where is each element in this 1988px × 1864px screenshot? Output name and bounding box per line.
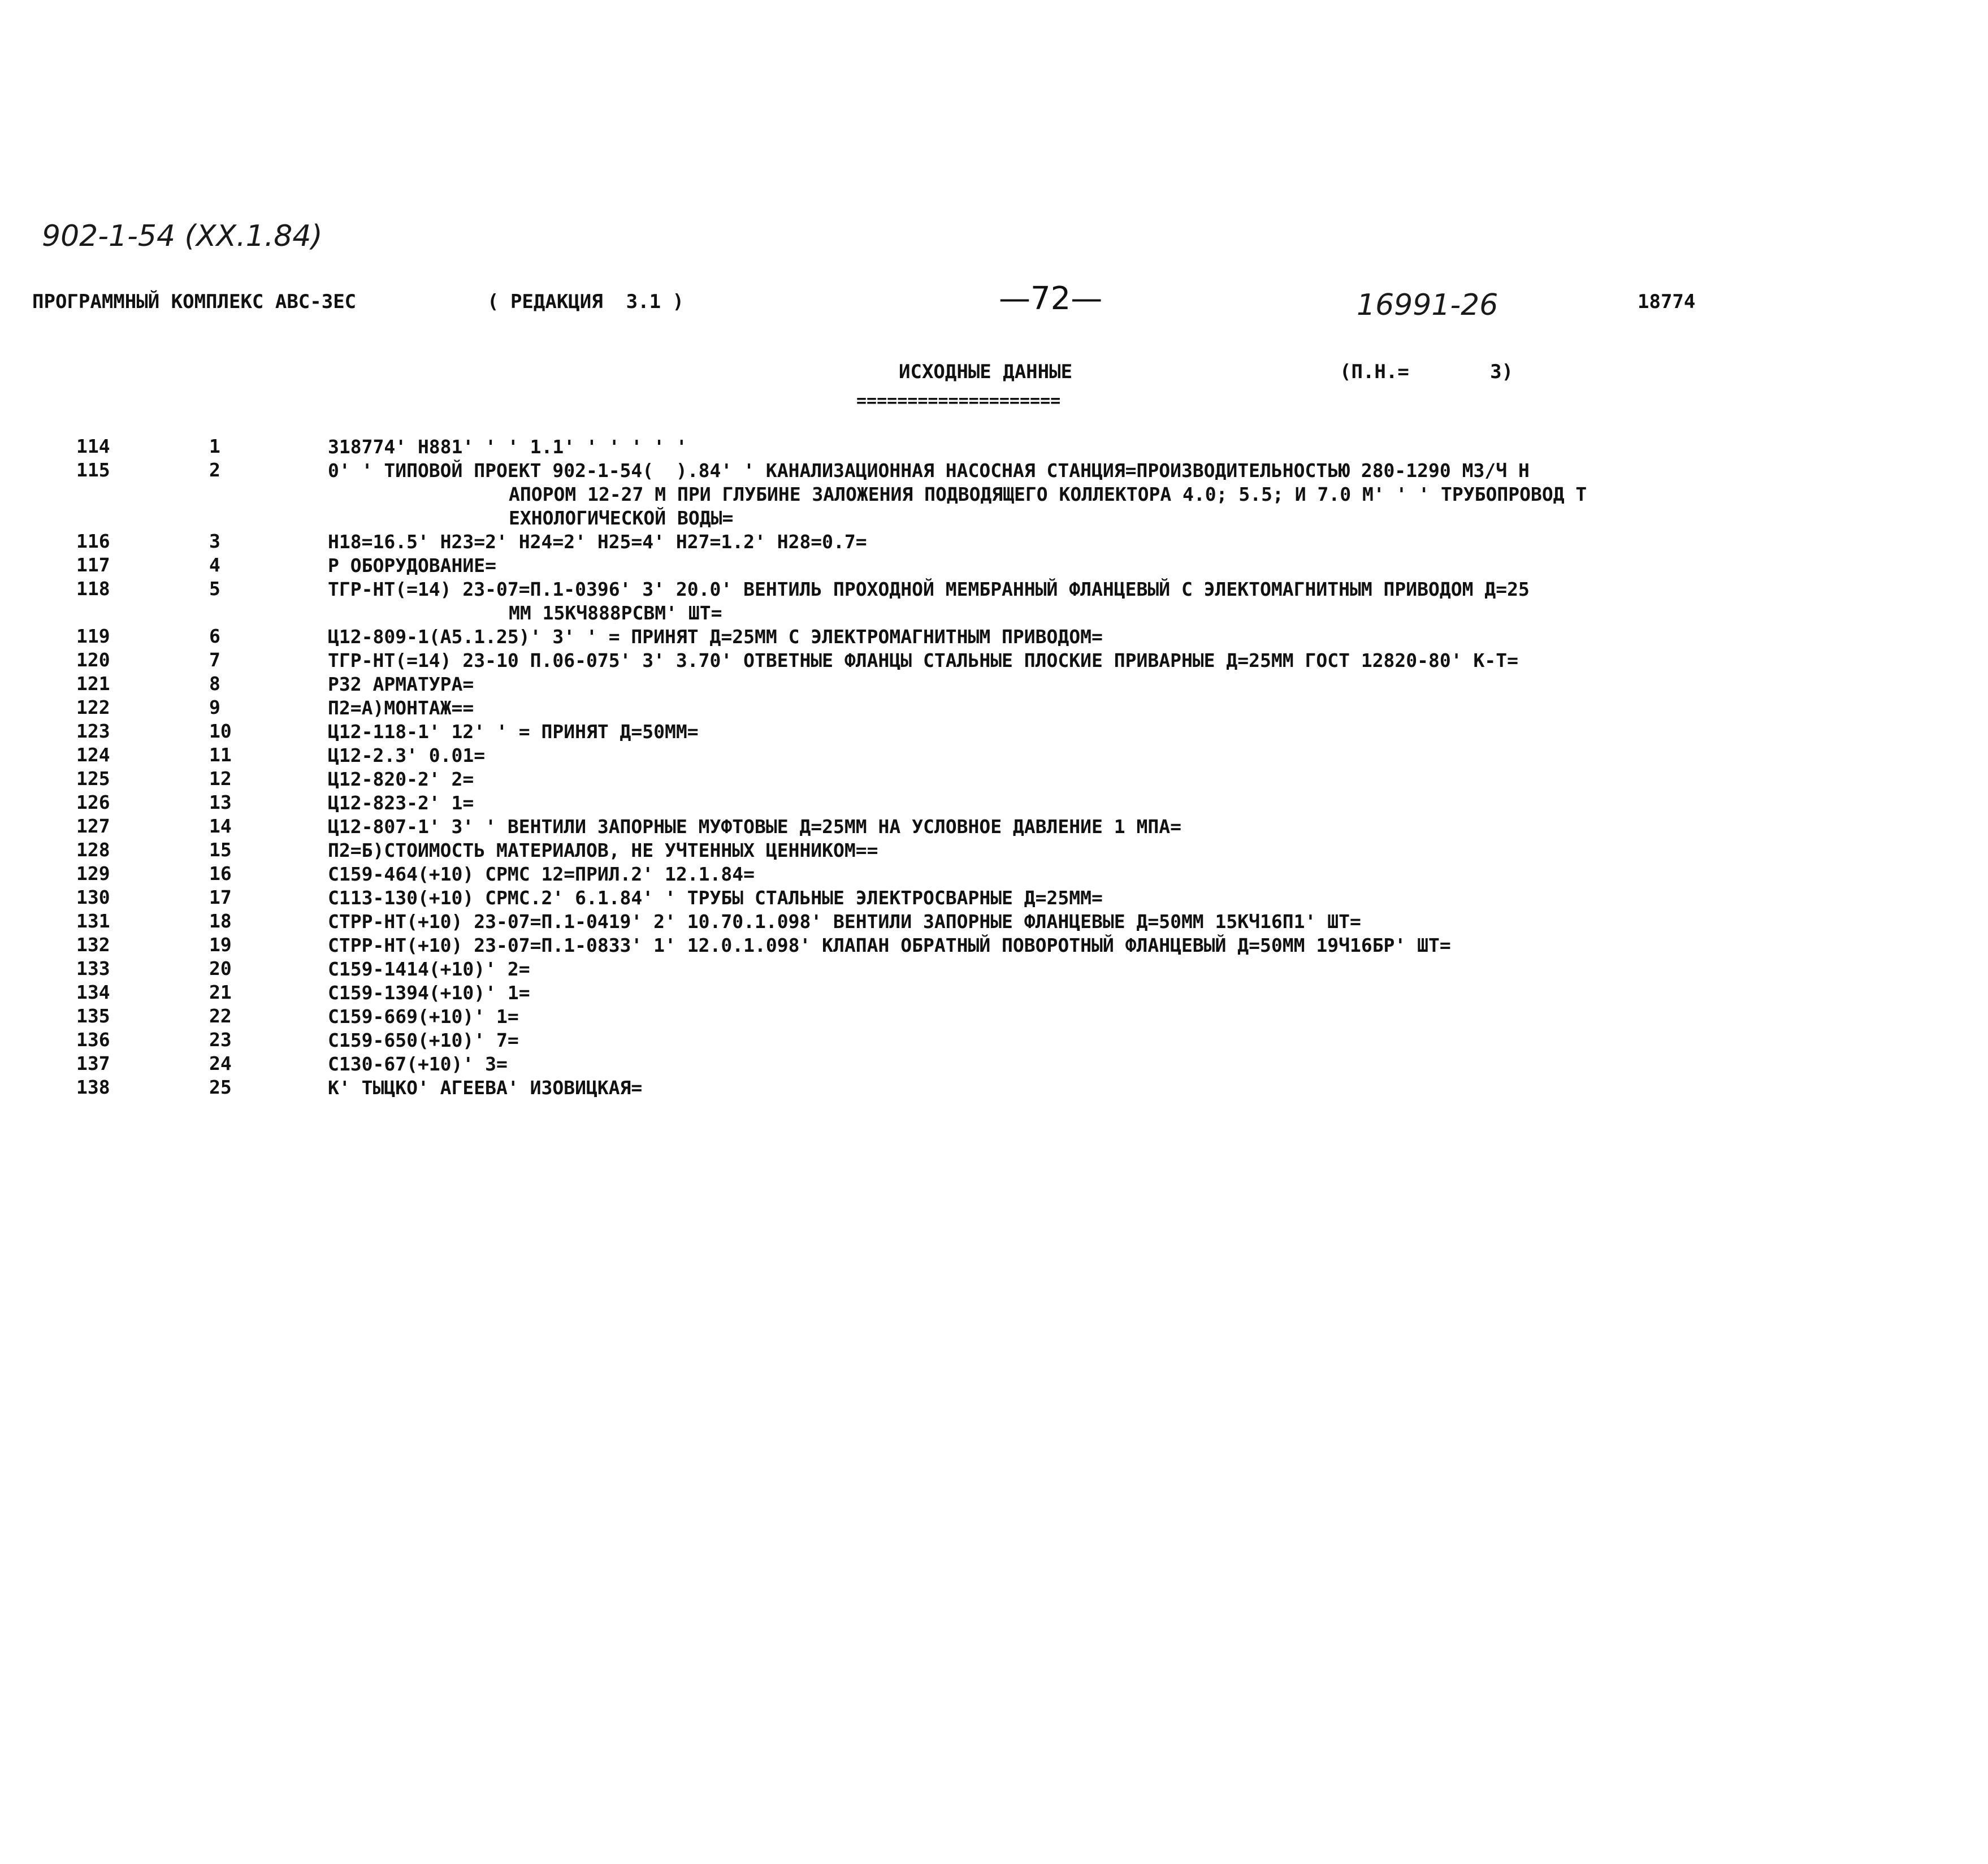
line-number: 132 [76, 934, 110, 956]
table-row [0, 459, 1988, 530]
record-number: 7 [209, 649, 220, 671]
table-row [0, 1005, 1988, 1029]
record-text [328, 554, 1944, 578]
data-listing [0, 435, 1988, 1100]
line-number: 125 [76, 768, 110, 790]
record-text-line: Ц12-809-1(А5.1.25)' 3' ' = ПРИНЯТ Д=25ММ С ЭЛЕКТРОМАГНИТНЫМ ПРИВОДОМ= [328, 626, 1103, 648]
line-number: 138 [76, 1076, 110, 1098]
line-number: 135 [76, 1005, 110, 1027]
record-text-line: Ц12-823-2' 1= [328, 792, 474, 814]
record-number: 10 [209, 720, 232, 742]
record-number: 14 [209, 815, 232, 837]
record-text-line: СТРР-НТ(+10) 23-07=П.1-0833' 1' 12.0.1.098' КЛАПАН ОБРАТНЫЙ ПОВОРОТНЫЙ ФЛАНЦЕВЫЙ Д=50ММ 19Ч16БР' ШТ= [328, 934, 1451, 956]
table-row [0, 768, 1988, 791]
program-name: ПРОГРАММНЫЙ КОМПЛЕКС АВС-ЗЕС [32, 291, 357, 313]
table-row [0, 957, 1988, 981]
record-number: 4 [209, 554, 220, 576]
record-text-continuation: ММ 15КЧ888РСВМ' ШТ= [509, 602, 722, 624]
table-row [0, 435, 1988, 459]
line-number: 136 [76, 1029, 110, 1051]
table-row [0, 981, 1988, 1005]
record-text [328, 886, 1944, 910]
record-text [328, 530, 1944, 554]
record-number: 2 [209, 459, 220, 481]
table-row [0, 554, 1988, 578]
table-row [0, 934, 1988, 957]
record-text [328, 1076, 1944, 1100]
document-code: 902-1-54 (XX.1.84) [42, 219, 323, 253]
table-row [0, 815, 1988, 839]
line-number: 124 [76, 744, 110, 766]
record-text-line: П2=А)МОНТАЖ== [328, 697, 474, 719]
record-text-line: ТГР-НТ(=14) 23-07=П.1-0396' 3' 20.0' ВЕНТИЛЬ ПРОХОДНОЙ МЕМБРАННЫЙ ФЛАНЦЕВЫЙ С ЭЛЕКТОМАГНИТНЫМ ПРИВОДОМ Д=25 [328, 578, 1530, 600]
table-row [0, 839, 1988, 862]
table-row [0, 886, 1988, 910]
table-row [0, 744, 1988, 768]
record-text-line: С113-130(+10) СРМС.2' 6.1.84' ' ТРУБЫ СТАЛЬНЫЕ ЭЛЕКТРОСВАРНЫЕ Д=25ММ= [328, 887, 1103, 909]
record-text-line: 318774' Н881' ' ' 1.1' ' ' ' ' ' [328, 436, 687, 458]
table-row [0, 696, 1988, 720]
record-text [328, 981, 1944, 1005]
record-text [328, 459, 1944, 530]
record-text [328, 649, 1944, 673]
record-number: 22 [209, 1005, 232, 1027]
page-number: —72— [999, 280, 1103, 317]
record-text [328, 1052, 1944, 1076]
record-number: 24 [209, 1052, 232, 1074]
record-text-line: Ц12-820-2' 2= [328, 768, 474, 790]
record-text-continuation: АПОРОМ 12-27 М ПРИ ГЛУБИНЕ ЗАЛОЖЕНИЯ ПОДВОДЯЩЕГО КОЛЛЕКТОРА 4.0; 5.5; И 7.0 М' ' ' ТРУБОПРОВОД Т [509, 483, 1587, 505]
line-number: 130 [76, 886, 110, 908]
section-underline: ==================== [856, 391, 1061, 411]
line-number: 116 [76, 530, 110, 552]
record-text [328, 839, 1944, 862]
record-text-line: Р32 АРМАТУРА= [328, 673, 474, 695]
line-number: 137 [76, 1052, 110, 1074]
line-number: 118 [76, 578, 110, 600]
line-number: 134 [76, 981, 110, 1003]
record-number: 17 [209, 886, 232, 908]
record-text [328, 910, 1944, 934]
record-text-line: С159-669(+10)' 1= [328, 1005, 519, 1028]
record-text-line: 0' ' ТИПОВОЙ ПРОЕКТ 902-1-54( ).84' ' КАНАЛИЗАЦИОННАЯ НАСОСНАЯ СТАНЦИЯ=ПРОИЗВОДИТЕЛЬНОСТЬЮ 280-1290 М3/Ч Н [328, 460, 1530, 482]
record-text [328, 744, 1944, 768]
record-number: 25 [209, 1076, 232, 1098]
line-number: 114 [76, 435, 110, 457]
record-text [328, 1029, 1944, 1052]
line-number: 120 [76, 649, 110, 671]
record-text-continuation: ЕХНОЛОГИЧЕСКОЙ ВОДЫ= [509, 507, 734, 529]
line-number: 128 [76, 839, 110, 861]
record-text-line: С159-1414(+10)' 2= [328, 958, 530, 980]
record-text [328, 578, 1944, 625]
record-number: 18 [209, 910, 232, 932]
record-text-line: П2=Б)СТОИМОСТЬ МАТЕРИАЛОВ, НЕ УЧТЕННЫХ ЦЕННИКОМ== [328, 839, 878, 861]
line-number: 131 [76, 910, 110, 932]
record-text [328, 1005, 1944, 1029]
record-number: 8 [209, 673, 220, 695]
record-text [328, 791, 1944, 815]
record-text-line: Ц12-807-1' 3' ' ВЕНТИЛИ ЗАПОРНЫЕ МУФТОВЫЕ Д=25ММ НА УСЛОВНОЕ ДАВЛЕНИЕ 1 МПА= [328, 816, 1181, 838]
record-text-line: Н18=16.5' Н23=2' Н24=2' Н25=4' Н27=1.2' Н28=0.7= [328, 531, 867, 553]
record-text [328, 815, 1944, 839]
table-row [0, 720, 1988, 744]
record-text [328, 934, 1944, 957]
section-title: ИСХОДНЫЕ ДАННЫЕ [899, 361, 1073, 383]
line-number: 122 [76, 696, 110, 718]
record-text [328, 696, 1944, 720]
record-number: 6 [209, 625, 220, 647]
record-text-line: ТГР-НТ(=14) 23-10 П.06-075' 3' 3.70' ОТВЕТНЫЕ ФЛАНЦЫ СТАЛЬНЫЕ ПЛОСКИЕ ПРИВАРНЫЕ Д=25ММ ГОСТ 12820-80' К-Т= [328, 649, 1518, 671]
record-text-line: К' ТЫЦКО' АГЕЕВА' ИЗОВИЦКАЯ= [328, 1077, 643, 1099]
record-text [328, 435, 1944, 459]
table-row [0, 1052, 1988, 1076]
line-number: 127 [76, 815, 110, 837]
table-row [0, 1076, 1988, 1100]
line-number: 119 [76, 625, 110, 647]
record-text [328, 720, 1944, 744]
record-text [328, 957, 1944, 981]
table-row [0, 673, 1988, 696]
record-text [328, 862, 1944, 886]
line-number: 123 [76, 720, 110, 742]
line-number: 126 [76, 791, 110, 813]
table-row [0, 578, 1988, 625]
record-number: 15 [209, 839, 232, 861]
table-row [0, 530, 1988, 554]
right-number: 18774 [1638, 291, 1696, 313]
record-text-line: С159-650(+10)' 7= [328, 1029, 519, 1051]
record-text-line: С130-67(+10)' 3= [328, 1053, 508, 1075]
record-number: 23 [209, 1029, 232, 1051]
record-text-line: СТРР-НТ(+10) 23-07=П.1-0419' 2' 10.70.1.098' ВЕНТИЛИ ЗАПОРНЫЕ ФЛАНЦЕВЫЕ Д=50ММ 15КЧ16П1' ШТ= [328, 911, 1361, 933]
line-number: 129 [76, 862, 110, 885]
record-number: 12 [209, 768, 232, 790]
record-number: 9 [209, 696, 220, 718]
table-row [0, 910, 1988, 934]
record-text-line: С159-464(+10) СРМС 12=ПРИЛ.2' 12.1.84= [328, 863, 755, 885]
record-number: 11 [209, 744, 232, 766]
table-row [0, 625, 1988, 649]
line-number: 133 [76, 957, 110, 979]
record-text [328, 768, 1944, 791]
table-row [0, 649, 1988, 673]
table-row [0, 862, 1988, 886]
record-number: 5 [209, 578, 220, 600]
record-number: 3 [209, 530, 220, 552]
record-number: 19 [209, 934, 232, 956]
section-param: (П.Н.= 3) [1340, 361, 1514, 383]
edition-label: ( РЕДАКЦИЯ 3.1 ) [487, 291, 684, 313]
line-number: 117 [76, 554, 110, 576]
record-number: 13 [209, 791, 232, 813]
table-row [0, 1029, 1988, 1052]
record-number: 20 [209, 957, 232, 979]
record-text-line: Ц12-118-1' 12' ' = ПРИНЯТ Д=50ММ= [328, 721, 699, 743]
record-number: 1 [209, 435, 220, 457]
record-text [328, 673, 1944, 696]
record-number: 16 [209, 862, 232, 885]
table-row [0, 791, 1988, 815]
line-number: 115 [76, 459, 110, 481]
record-text-line: С159-1394(+10)' 1= [328, 982, 530, 1004]
record-text [328, 625, 1944, 649]
record-text-line: Р ОБОРУДОВАНИЕ= [328, 554, 497, 576]
line-number: 121 [76, 673, 110, 695]
sheet-number: 16991-26 [1357, 288, 1498, 322]
record-text-line: Ц12-2.3' 0.01= [328, 744, 486, 766]
record-number: 21 [209, 981, 232, 1003]
